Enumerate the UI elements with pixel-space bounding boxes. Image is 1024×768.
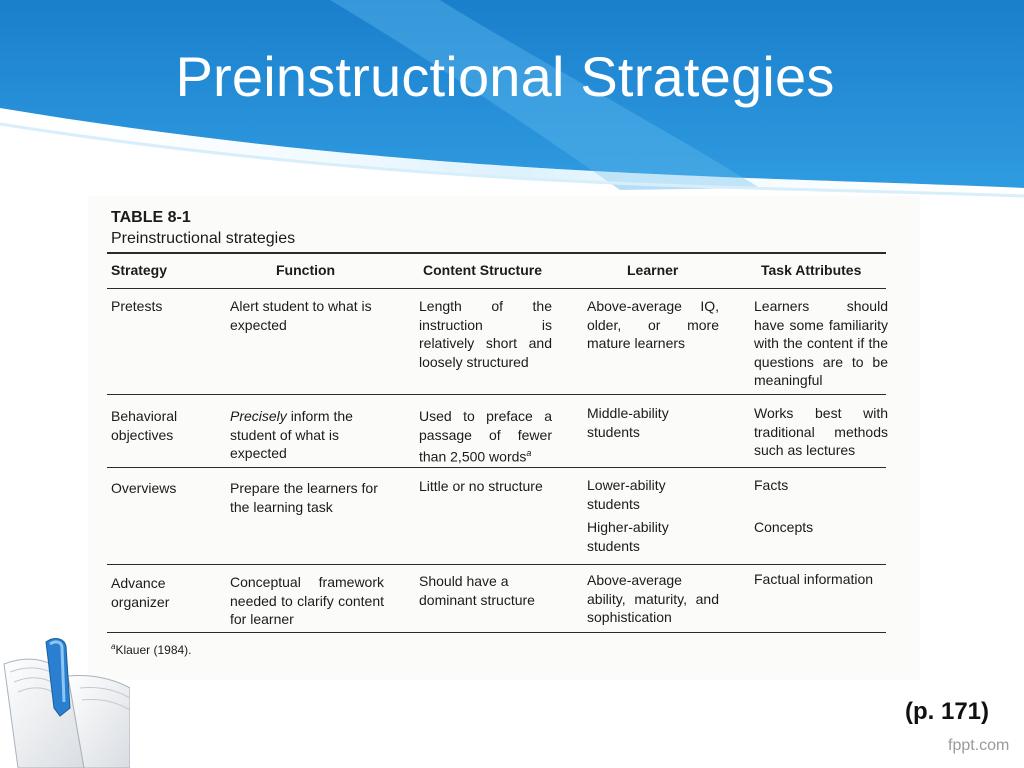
row-behavioral-objectives-task-attributes: Works best with traditional methods such as lectures — [754, 405, 888, 459]
row-pretests-content-structure: Length of the instruction is relatively short and loosely structured — [419, 298, 552, 370]
footnote-ref: a — [526, 448, 532, 459]
row-advance-organizer-task-attributes: Factual information — [754, 571, 874, 587]
row-behavioral-objectives-strategy: Behavioral objectives — [111, 408, 178, 443]
row-overviews-learner-2: Higher-ability students — [587, 519, 669, 554]
page-reference: (p. 171) — [905, 698, 990, 725]
header-rule — [107, 288, 886, 289]
row-divider-1 — [107, 394, 886, 395]
table-caption: TABLE 8-1 — [111, 209, 191, 226]
row-overviews-task-attributes-2: Concepts — [754, 519, 814, 535]
brand-watermark: fppt.com — [948, 737, 1010, 754]
function-text: inform the student of what is expected — [230, 408, 353, 462]
header-task-attributes: Task Attributes — [761, 262, 862, 278]
table-bottom-rule — [107, 632, 886, 633]
row-behavioral-objectives-content-structure — [419, 407, 552, 466]
row-advance-organizer-strategy: Advance organizer — [111, 575, 170, 610]
table-subtitle: Preinstructional strategies — [111, 230, 296, 247]
row-pretests-task-attributes: Learners should have some familiarity with the content if the questions are to be meaningful — [754, 298, 888, 389]
row-pretests-function: Alert student to what is expected — [230, 298, 372, 333]
row-advance-organizer-function: Conceptual framework needed to clarify content for learner — [230, 574, 384, 628]
row-behavioral-objectives-function — [230, 407, 388, 463]
row-overviews-function: Prepare the learners for the learning task — [230, 480, 378, 515]
row-advance-organizer-content-structure: Should have a dominant structure — [419, 573, 535, 608]
row-overviews-learner: Lower-ability students — [587, 477, 666, 512]
header-learner: Learner — [627, 262, 679, 278]
row-pretests-strategy: Pretests — [111, 298, 163, 314]
content-structure-text: Used to preface a passage of fewer than 2,500 words — [419, 408, 552, 465]
header-content-structure: Content Structure — [423, 262, 542, 278]
row-divider-2 — [107, 467, 886, 468]
table-top-rule — [107, 252, 886, 254]
header-function: Function — [276, 262, 336, 278]
row-behavioral-objectives-learner: Middle-ability students — [587, 405, 669, 440]
slide-title: Preinstructional Strategies — [175, 45, 835, 108]
emphasis-precisely: Precisely — [230, 408, 287, 424]
row-overviews-content-structure: Little or no structure — [419, 478, 543, 494]
header-strategy: Strategy — [111, 262, 168, 278]
footnote-text: Klauer (1984). — [115, 643, 192, 657]
row-overviews-task-attributes: Facts — [754, 477, 789, 493]
row-overviews-strategy: Overviews — [111, 480, 177, 496]
footnote-marker: a — [111, 642, 116, 651]
row-divider-3 — [107, 564, 886, 565]
row-advance-organizer-learner: Above-average ability, maturity, and sophistication — [587, 572, 719, 626]
row-pretests-learner: Above-average IQ, older, or more mature learners — [587, 298, 719, 352]
open-book-icon — [0, 616, 130, 768]
